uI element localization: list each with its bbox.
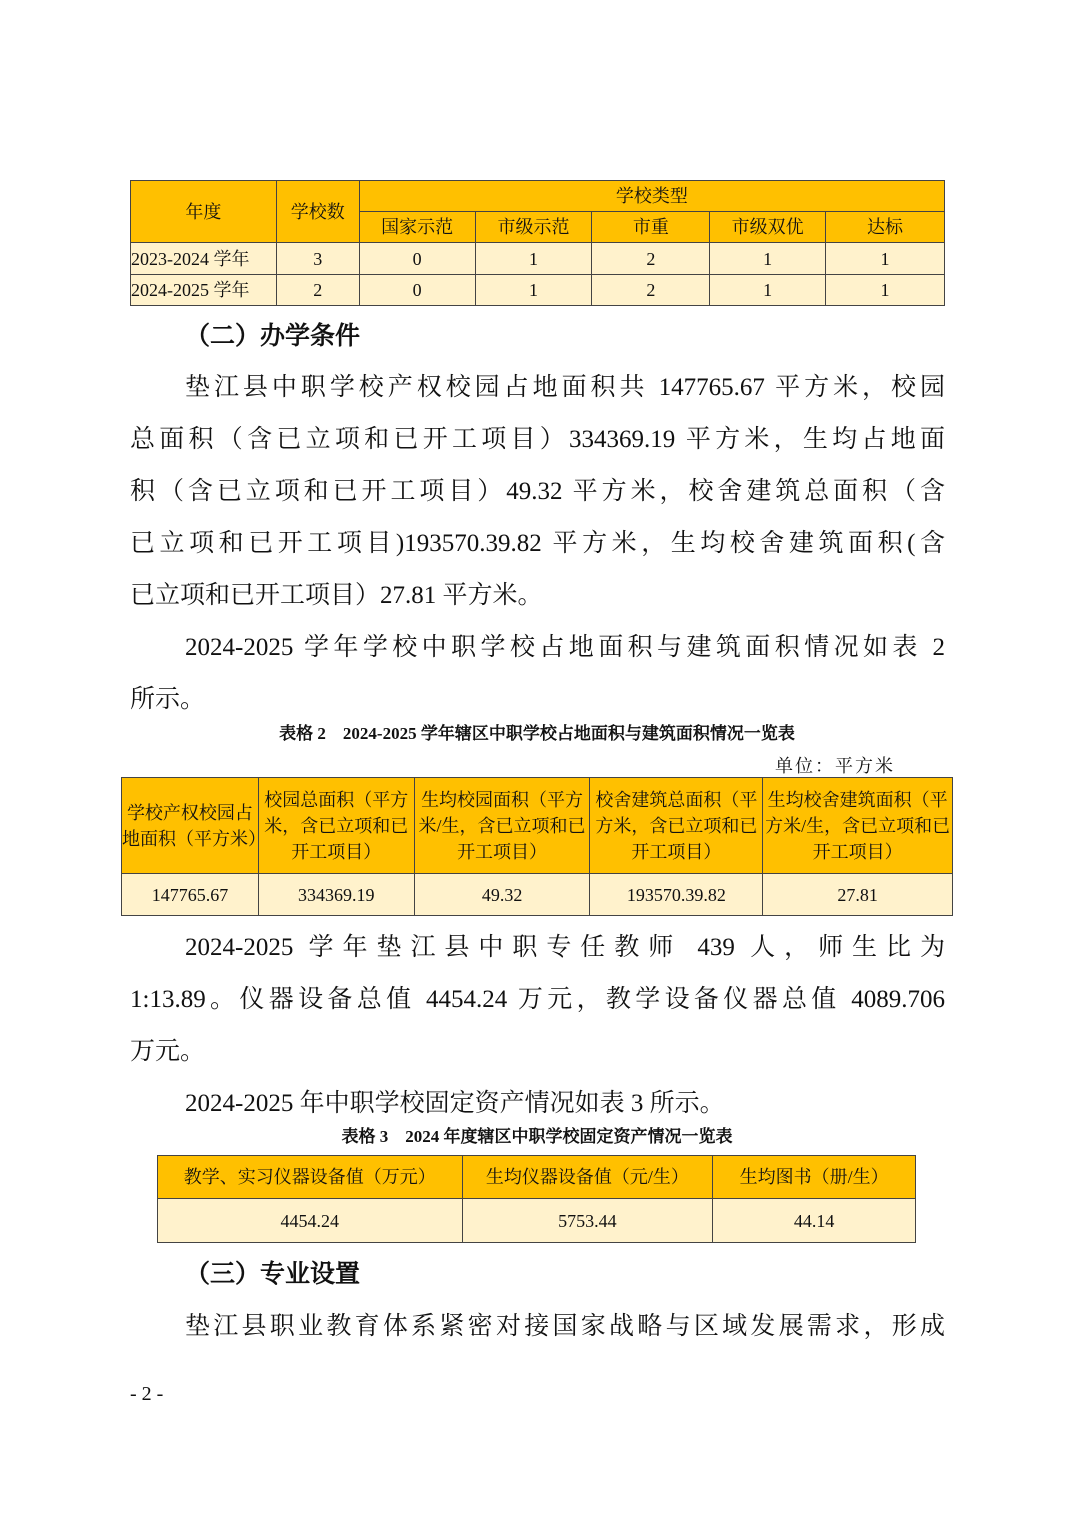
header-cell: 生均校园面积（平方米/生，含已立项和已开工项目） xyxy=(414,778,590,874)
header-cell: 学校产权校园占地面积（平方米） xyxy=(122,778,259,874)
school-type-table xyxy=(130,180,945,306)
header-cell: 生均校舍建筑面积（平方米/生，含已立项和已开工项目） xyxy=(763,778,953,874)
header-cell: 生均图书（册/生） xyxy=(713,1156,916,1199)
cell: 27.81 xyxy=(763,874,953,916)
table-row xyxy=(158,1199,916,1243)
paragraph-line: 积（含已立项和已开工项目）49.32 平方米，校舍建筑总面积（含 xyxy=(130,478,945,505)
paragraph-line: 2024-2025 学年垫江县中职专任教师 439 人，师生比为 xyxy=(185,934,945,961)
header-cell: 生均仪器设备值（元/生） xyxy=(462,1156,713,1199)
header-type: 学校类型 xyxy=(359,181,944,212)
cell: 1 xyxy=(826,243,945,275)
section-heading: （三）专业设置 xyxy=(185,1261,361,1288)
cell: 1 xyxy=(826,275,945,306)
section-heading: （二）办学条件 xyxy=(185,323,361,350)
header-type-cell: 达标 xyxy=(826,212,945,243)
cell: 2023-2024 学年 xyxy=(131,243,277,275)
header-type-cell: 市重 xyxy=(592,212,710,243)
cell: 4454.24 xyxy=(158,1199,463,1243)
cell: 334369.19 xyxy=(258,874,414,916)
cell: 1 xyxy=(710,275,826,306)
header-type-cell: 市级示范 xyxy=(475,212,592,243)
unit-label: 单位：平方米 xyxy=(775,756,895,776)
table-row xyxy=(131,243,945,275)
paragraph-line: 2024-2025 学年学校中职学校占地面积与建筑面积情况如表 2 xyxy=(185,634,945,661)
paragraph-line: 已立项和已开工项目)193570.39.82 平方米，生均校舍建筑面积(含 xyxy=(130,530,945,557)
cell: 2 xyxy=(592,275,710,306)
table-row xyxy=(131,275,945,306)
cell: 2 xyxy=(276,275,359,306)
cell: 3 xyxy=(276,243,359,275)
table-caption: 表格 3 2024 年度辖区中职学校固定资产情况一览表 xyxy=(341,1127,733,1146)
paragraph-line: 垫江县职业教育体系紧密对接国家战略与区域发展需求，形成 xyxy=(185,1313,945,1340)
paragraph-line: 垫江县中职学校产权校园占地面积共 147765.67 平方米，校园 xyxy=(185,374,945,401)
header-type-cell: 国家示范 xyxy=(359,212,475,243)
cell: 0 xyxy=(359,275,475,306)
table-caption: 表格 2 2024-2025 学年辖区中职学校占地面积与建筑面积情况一览表 xyxy=(279,724,795,743)
paragraph-line: 总面积（含已立项和已开工项目）334369.19 平方米，生均占地面 xyxy=(130,426,945,453)
paragraph-line: 2024-2025 年中职学校固定资产情况如表 3 所示。 xyxy=(185,1090,725,1117)
cell: 1 xyxy=(475,275,592,306)
cell: 5753.44 xyxy=(462,1199,713,1243)
cell: 1 xyxy=(710,243,826,275)
cell: 49.32 xyxy=(414,874,590,916)
cell: 1 xyxy=(475,243,592,275)
cell: 193570.39.82 xyxy=(590,874,763,916)
cell: 2 xyxy=(592,243,710,275)
header-year: 年度 xyxy=(131,181,277,243)
cell: 0 xyxy=(359,243,475,275)
cell: 44.14 xyxy=(713,1199,916,1243)
area-table xyxy=(121,777,953,916)
header-type-cell: 市级双优 xyxy=(710,212,826,243)
header-count: 学校数 xyxy=(276,181,359,243)
header-cell: 教学、实习仪器设备值（万元） xyxy=(158,1156,463,1199)
cell: 2024-2025 学年 xyxy=(131,275,277,306)
paragraph-line: 1:13.89。仪器设备总值 4454.24 万元，教学设备仪器总值 4089.706 xyxy=(130,986,945,1013)
paragraph-line: 已立项和已开工项目）27.81 平方米。 xyxy=(130,582,543,609)
header-cell: 校舍建筑总面积（平方米，含已立项和已开工项目） xyxy=(590,778,763,874)
page-number: - 2 - xyxy=(130,1383,164,1405)
paragraph-line: 万元。 xyxy=(130,1038,206,1065)
cell: 147765.67 xyxy=(122,874,259,916)
fixed-assets-table xyxy=(157,1155,916,1243)
header-cell: 校园总面积（平方米，含已立项和已开工项目） xyxy=(258,778,414,874)
paragraph-line: 所示。 xyxy=(130,686,206,713)
table-row xyxy=(122,874,953,916)
